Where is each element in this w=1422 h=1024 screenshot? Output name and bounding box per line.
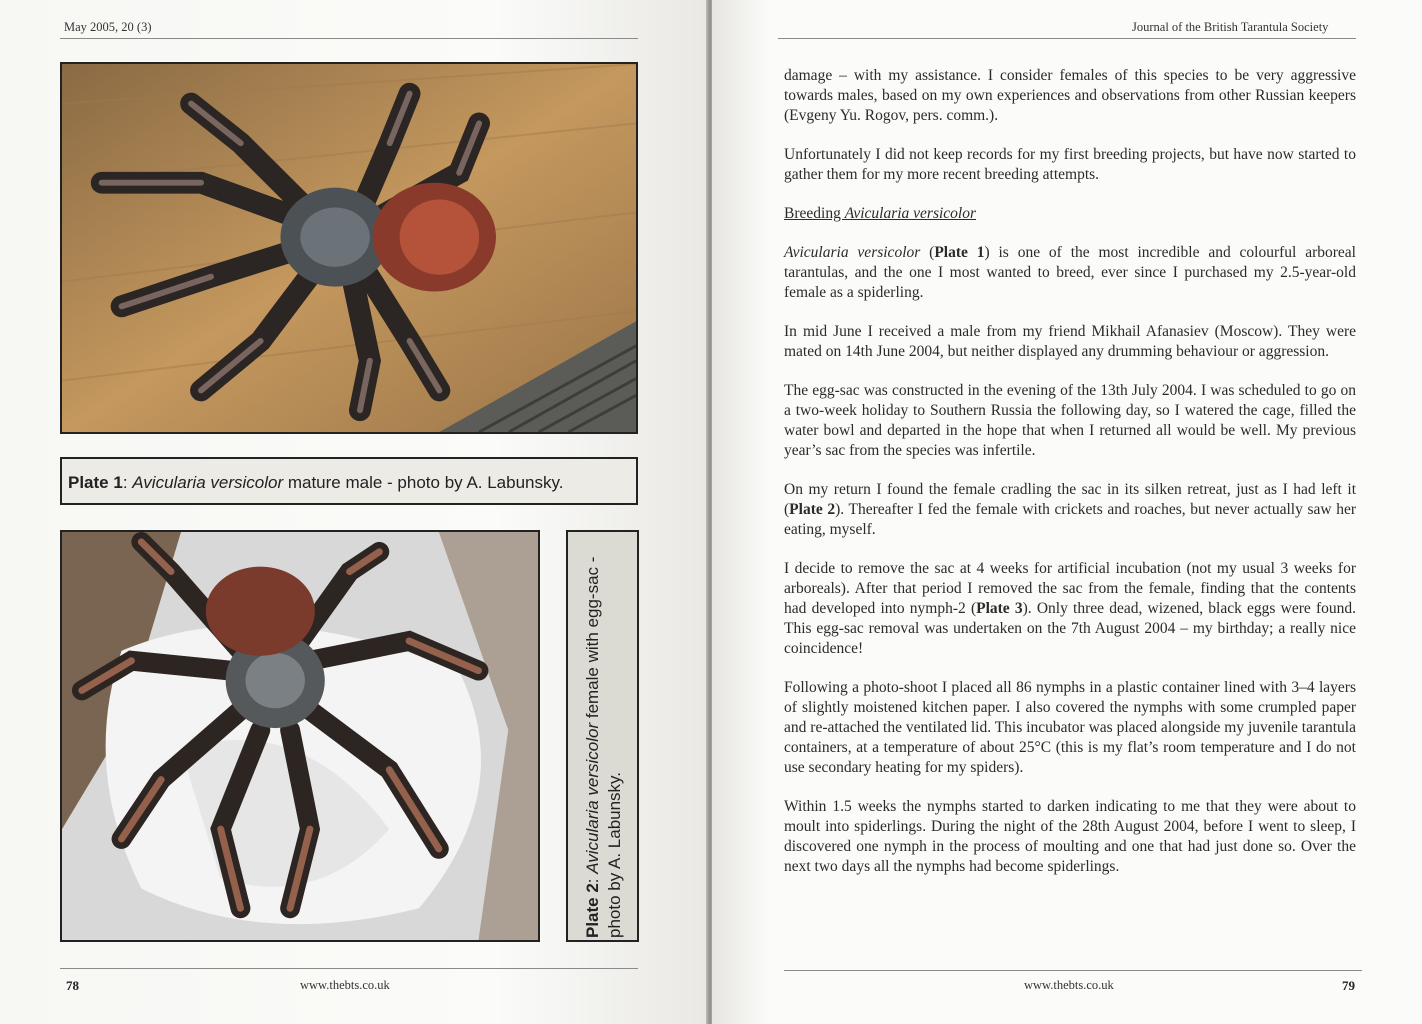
page-number-right: 79 [1342, 978, 1355, 993]
text-run: ) is one of the most incredible and colourful arboreal tarantulas, and the one I most wanted to breed, ever since I purchased my 2.5-year-old female as a spiderling. [784, 244, 1356, 301]
section-heading [784, 204, 1356, 224]
plate2-photo [60, 530, 540, 942]
paragraph: In mid June I received a male from my friend Mikhail Afanasiev (Moscow). They were mated on 14th June 2004, but neither displayed any drumming behaviour or aggression. [784, 323, 1356, 360]
plate1-photo [60, 62, 638, 434]
text-run: ). Thereafter I fed the female with crickets and roaches, but never actually saw her eating, myself. [784, 501, 1356, 538]
tarantula-female-image [62, 532, 538, 940]
species-name: Avicularia versicolor [784, 244, 921, 261]
left-page [0, 0, 708, 1024]
page-number-left: 78 [66, 978, 79, 993]
text-run: ( [920, 244, 935, 261]
plate1-caption [60, 457, 638, 505]
article-body [784, 66, 1356, 896]
plate1-label: Plate 1 [68, 473, 123, 492]
plate2-species: Avicularia versicolor [583, 722, 602, 874]
plate-ref: Plate 2 [789, 501, 836, 518]
footer-rule [60, 968, 638, 969]
footer-url-left: www.thebts.co.uk [300, 978, 390, 992]
tarantula-male-image [62, 64, 636, 432]
text-run: I decide to remove the sac at 4 weeks for artificial incubation (not my usual 3 weeks for arboreals). After that period I removed the sac from the female, finding that the contents had developed into nymph-2 ( [784, 560, 1356, 617]
paragraph: damage – with my assistance. I consider females of this species to be very aggressive towards males, based on my own experiences and observations from other Russian keepers (Evgeny Yu. Rogov, pers. comm.). [784, 67, 1356, 124]
plate2-caption-text [582, 538, 626, 938]
heading-text: Breeding [784, 205, 845, 222]
plate-ref: Plate 1 [934, 244, 985, 261]
left-page-header: May 2005, 20 (3) [64, 20, 152, 34]
text-run: ). Only three dead, wizened, black eggs were found. This egg-sac removal was undertaken on the 7th August 2004 – my birthday; a really nice coincidence! [784, 600, 1356, 657]
paragraph: Within 1.5 weeks the nymphs started to darken indicating to me that they were about to moult into spiderlings. During the night of the 28th August 2004, before I went to sleep, I discovered one nymph in the process of moulting and one that had just done so. Over the next two days all the nymphs had become spiderlings. [784, 798, 1356, 875]
heading-species: Avicularia versicolor [844, 205, 976, 222]
paragraph: Unfortunately I did not keep records for my first breeding projects, but have now started to gather them for my more recent breeding attempts. [784, 146, 1356, 183]
right-page [712, 0, 1422, 1024]
plate2-caption [566, 530, 639, 942]
footer-url-right: www.thebts.co.uk [1024, 978, 1114, 992]
plate1-credit: mature male - photo by A. Labunsky. [283, 473, 564, 492]
paragraph [784, 559, 1356, 659]
paragraph: Following a photo-shoot I placed all 86 nymphs in a plastic container lined with 3–4 layers of slightly moistened kitchen paper. I also covered the nymphs with some crumpled paper and re-attached the ventilated lid. This incubator was placed alongside my juvenile tarantula containers, at a temperature of about 25°C (this is my flat’s room temperature and I do not use secondary heating for my spiders). [784, 679, 1356, 776]
plate1-species: Avicularia versicolor [132, 473, 284, 492]
plate-ref: Plate 3 [976, 600, 1023, 617]
paragraph: The egg-sac was constructed in the evening of the 13th July 2004. I was scheduled to go on a two-week holiday to Southern Russia the following day, so I watered the cage, filled the water bowl and departed in the hope that when I returned all would be well. My previous year’s sac from the species was infertile. [784, 382, 1356, 459]
header-rule-right [778, 38, 1356, 39]
plate2-sep: : [583, 873, 602, 884]
plate2-credit: female with egg-sac - photo by A. Labunsky. [583, 556, 624, 938]
plate2-label: Plate 2 [583, 883, 602, 938]
plate1-sep: : [122, 473, 133, 492]
text-run: On my return I found the female cradling the sac in its silken retreat, just as I had left it ( [784, 481, 1356, 518]
right-page-header: Journal of the British Tarantula Society [1132, 20, 1329, 34]
footer-rule-right [784, 970, 1362, 971]
header-rule [60, 38, 638, 39]
paragraph [784, 480, 1356, 540]
paragraph [784, 243, 1356, 303]
